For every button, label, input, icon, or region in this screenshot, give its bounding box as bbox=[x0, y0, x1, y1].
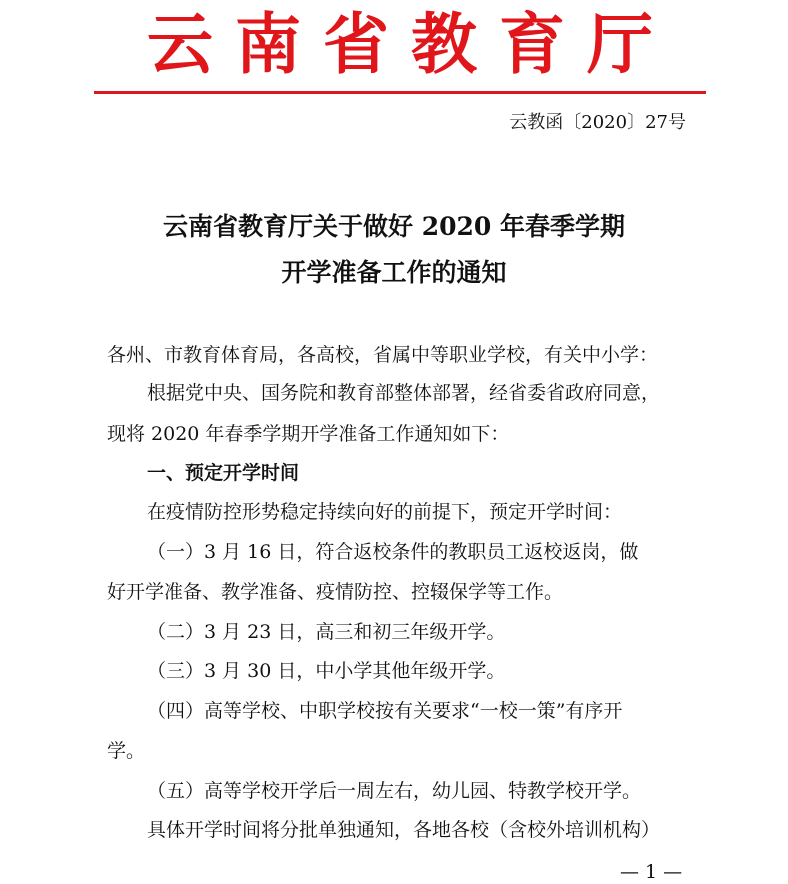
item-4-line-1: （四）高等学校、中职学校按有关要求“一校一策”有序开 bbox=[147, 700, 623, 722]
item-2: （二）3 月 23 日，高三和初三年级开学。 bbox=[147, 621, 506, 643]
intro-paragraph-line-1: 根据党中央、国务院和教育部整体部署，经省委省政府同意， bbox=[147, 382, 661, 404]
document-title-line-1: 云南省教育厅关于做好 2020 年春季学期 bbox=[163, 212, 625, 241]
item-4-line-2: 学。 bbox=[107, 740, 146, 762]
closing-paragraph-line-1: 具体开学时间将分批单独通知，各地各校（含校外培训机构） bbox=[147, 819, 661, 841]
section-1-lead: 在疫情防控形势稳定持续向好的前提下，预定开学时间： bbox=[147, 501, 623, 523]
document-title-line-2: 开学准备工作的通知 bbox=[281, 258, 507, 287]
item-5: （五）高等学校开学后一周左右，幼儿园、特教学校开学。 bbox=[147, 780, 642, 802]
section-heading-1: 一、预定开学时间 bbox=[147, 462, 300, 484]
item-3: （三）3 月 30 日，中小学其他年级开学。 bbox=[147, 660, 506, 682]
item-1-line-2: 好开学准备、教学准备、疫情防控、控辍保学等工作。 bbox=[107, 581, 564, 603]
salutation: 各州、市教育体育局，各高校，省属中等职业学校，有关中小学： bbox=[107, 344, 659, 366]
letterhead-title: 云南省教育厅 bbox=[147, 5, 675, 83]
page-number: — 1 — bbox=[620, 861, 683, 883]
item-1-line-1: （一）3 月 16 日，符合返校条件的教职员工返校返岗，做 bbox=[147, 541, 639, 563]
document-number: 云教函〔2020〕27号 bbox=[509, 112, 686, 133]
letterhead-red-rule bbox=[94, 91, 706, 94]
intro-paragraph-line-2: 现将 2020 年春季学期开学准备工作通知如下： bbox=[107, 423, 510, 445]
